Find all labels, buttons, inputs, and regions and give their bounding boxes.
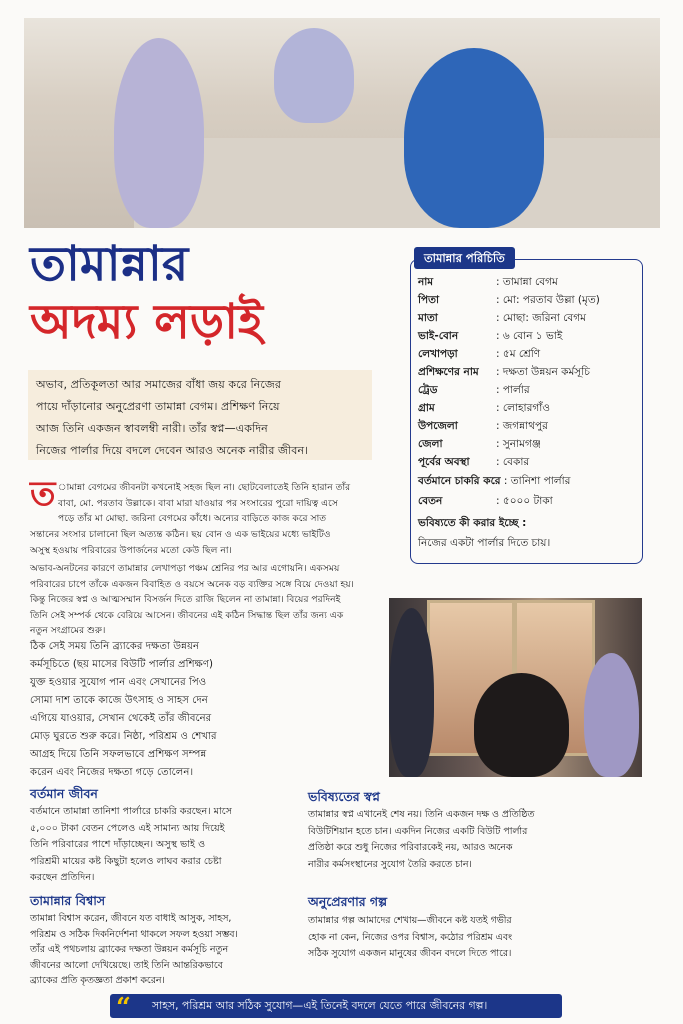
para-line: পড়ে তাঁর মা মোছা. জরিনা বেগমের কাঁধে। অন্যের বাড়িতে কাজ করে সাত — [58, 513, 327, 525]
intro-line: নিজের পার্লার দিয়ে বদলে দেবেন আরও অনেক নারীর জীবন। — [36, 444, 309, 457]
para-line: অভাব-অনটনের কারণে তামান্নার লেখাপড়া পঞ্চম শ্রেনির পর আর এগোয়নি। একসময় — [30, 563, 340, 574]
para-line: পরিবারের চাপে তাঁকে একজন বিবাহিত ও বয়সে অনেক বড় ব্যক্তির সঙ্গে বিয়ে দেওয়া হয়। — [30, 578, 354, 590]
para-line: হোক না কেন, নিজের ওপর বিশ্বাস, কঠোর পরিশ্রম এবং — [308, 931, 513, 943]
profile-future-value: নিজের একটা পার্লার দিতে চায়। — [418, 537, 551, 549]
profile-job-value: : তানিশা পার্লার — [503, 475, 571, 487]
profile-value: : লোহারগাঁও — [496, 402, 550, 414]
section-belief-body — [30, 911, 238, 989]
section-belief-title: তামান্নার বিশ্বাস — [30, 893, 106, 908]
para-line: বাবা, মো. পরতাব উল্লাকে। বাবা মারা যাওয়ার পর সংসারের পুরো দায়িত্ব এসে — [58, 497, 338, 509]
para-line: কিন্তু নিজের স্বপ্ন ও আত্মসম্মান বিসর্জন দিতে রাজি ছিলেন না তামান্না। বিয়ের পরদিনই — [30, 594, 341, 606]
profile-row — [418, 363, 590, 381]
para-line: বর্তমানে তামান্না তানিশা পার্লারে চাকরি করছেন। মাসে — [30, 806, 232, 817]
para-line: ঠিক সেই সময় তিনি ব্র্যাকের দক্ষতা উন্নয়ন — [30, 641, 200, 652]
section-future-body — [308, 807, 534, 873]
drop-cap: ত — [30, 474, 56, 514]
profile-key: প্রশিক্ষণের নাম — [418, 366, 479, 378]
para-line: ব্র্যাকের প্রতি কৃতজ্ঞতা প্রকাশ করেন। — [30, 975, 165, 986]
profile-future-label-text: ভবিষ্যতে কী করার ইচ্ছে : — [418, 517, 527, 529]
para-line: তাঁর এই পথচলায় ব্র্যাকের দক্ষতা উন্নয়ন কর্মসূচি নতুন — [30, 944, 229, 955]
para-line: তামান্নার গল্প আমাদের শেখায়—জীবনে কষ্ট যতই গভীর — [308, 915, 512, 926]
para-line: তামান্নার স্বপ্ন এখানেই শেষ নয়। তিনি একজন দক্ষ ও প্রতিষ্ঠিত — [308, 809, 535, 820]
footer-text: সাহস, পরিশ্রম আর সঠিক সুযোগ—এই তিনেই বদলে যেতে পারে জীবনের গল্প। — [152, 999, 488, 1012]
desk-shape — [134, 138, 660, 228]
para-line: সঠিক সুযোগ একজন মানুষের জীবন বদলে দিতে পারে। — [308, 948, 512, 959]
profile-key: লেখাপড়া — [418, 348, 458, 360]
para1-part-b — [30, 527, 331, 558]
intro-box — [28, 370, 372, 460]
para-line: আগ্রহ দিয়ে তিনি সফলভাবে প্রশিক্ষণ সম্পন্ন — [30, 749, 207, 760]
profile-row — [418, 327, 562, 345]
para-line: প্রতিষ্ঠা করে শুধু নিজের পরিবারকেই নয়, আরও অনেক — [308, 842, 513, 853]
intro-line: অভাব, প্রতিকূলতা আর সমাজের বাঁধা জয় করে নিজের — [36, 378, 281, 391]
profile-future-label — [418, 514, 526, 532]
para-line: জীবনের আলো দেখিয়েছে। তাই তিনি আন্তরিকভাবে — [30, 959, 223, 971]
profile-value: : পার্লার — [496, 384, 530, 396]
profile-row — [418, 435, 541, 453]
section-inspire-body — [308, 913, 512, 963]
quote-icon: “ — [116, 993, 131, 1023]
para-line: বিউটিশিয়ান হতে চান। একদিন নিজের একটি বিউটি পার্লার — [308, 825, 528, 837]
para1-part-a — [58, 480, 350, 527]
profile-value: : দক্ষতা উন্নয়ন কর্মসূচি — [496, 366, 590, 378]
profile-value: : ৬ বোন ১ ভাই — [496, 330, 563, 342]
profile-value: : ৫ম শ্রেণি — [496, 348, 541, 360]
profile-key: জেলা — [418, 438, 443, 450]
top-photo — [24, 18, 660, 228]
para-line: তামান্না বিশ্বাস করেন, জীবনে যত বাধাই আসুক, সাহস, — [30, 913, 232, 924]
section-current-title: বর্তমান জীবন — [30, 786, 98, 801]
para-line: পরিশ্রম ও সঠিক দিকনির্দেশনা থাকলে সফল হওয়া সম্ভব। — [30, 928, 238, 940]
profile-key: ট্রেড — [418, 384, 438, 396]
para-line: পরিশ্রমী মায়ের কষ্ট কিছুটা হলেও লাঘব করার চেষ্টা — [30, 855, 222, 867]
para-line: কর্মসূচিতে (ছয় মাসের বিউটি পার্লার প্রশিক্ষণ) — [30, 659, 213, 670]
para-line: তিনি সেই সম্পর্ক থেকে বেরিয়ে আসেন। জীবনের এই কঠিন সিদ্ধান্ত ছিল তাঁর জন্য এক — [30, 609, 344, 621]
profile-salary-value: : ৫০০০ টাকা — [496, 495, 553, 507]
profile-value: : মো: পরতাব উল্লা (মৃত) — [496, 294, 600, 306]
profile-row — [418, 291, 600, 309]
profile-value: : তামান্না বেগম — [496, 276, 558, 288]
profile-job-label: বর্তমানে চাকরি করে — [418, 475, 501, 487]
para-line: করেন এবং নিজের দক্ষতা গড়ে তোলেন। — [30, 767, 194, 778]
person-left — [114, 38, 204, 228]
profile-key: গ্রাম — [418, 402, 435, 414]
profile-key: নাম — [418, 276, 434, 288]
para-line: তিনি পরিবারের পাশে দাঁড়াচ্ছেন। অসুস্থ ভাই ও — [30, 839, 206, 850]
section-inspire-title: অনুপ্রেরণার গল্প — [308, 894, 388, 909]
section-current-body — [30, 804, 232, 887]
profile-value: : বেকার — [496, 456, 530, 468]
profile-job-row — [418, 472, 570, 490]
profile-value: : মোছা: জরিনা বেগম — [496, 312, 586, 324]
para-line: অসুস্থ হওয়ায় পরিবারের উপার্জনের মতো কেউ ছিল না। — [30, 544, 232, 556]
parlour-photo — [389, 598, 642, 777]
para-line: ৫,০০০ টাকা বেতন পেলেও এই সামান্য আয় দিয়েই — [30, 822, 225, 834]
para-line: সোমা দাশ তাকে কাজে উৎসাহ ও সাহস দেন — [30, 695, 208, 706]
person-right — [404, 48, 544, 228]
para-line: এগিয়ে যাওয়ার, সেখান থেকেই তাঁর জীবনের — [30, 713, 212, 724]
para-line: নতুন সংগ্রামের শুরু। — [30, 625, 106, 637]
person-back — [474, 673, 569, 777]
para-line: সন্তানের সংসার চালানো ছিল অত্যন্ত কঠিন। ছয় বোন ও এক ভাইয়ের মধ্যে ভাইটিও — [30, 529, 331, 540]
person-middle — [274, 28, 354, 123]
profile-heading: তামান্নার পরিচিতি — [414, 247, 515, 269]
intro-line: পায়ে দাঁড়ানোর অনুপ্রেরণা তামান্না বেগম। প্রশিক্ষণ নিয়ে — [36, 400, 280, 413]
person-left — [389, 608, 434, 777]
intro-line: আজ তিনি একজন স্বাবলম্বী নারী। তাঁর স্বপ্ন—একদিন — [36, 422, 268, 435]
para2 — [30, 561, 354, 639]
title-line-2: অদম্য লড়াই — [30, 294, 263, 350]
profile-value: : জগন্নাথপুর — [496, 420, 548, 432]
profile-row — [418, 273, 558, 291]
para-line: করছেন প্রতিদিন। — [30, 872, 95, 883]
profile-salary-row — [418, 492, 553, 510]
para3 — [30, 638, 217, 782]
profile-row — [418, 381, 530, 399]
section-future-title: ভবিষ্যতের স্বপ্ন — [308, 789, 380, 804]
para-line: নারীর কর্মসংস্থানের সুযোগ তৈরি করতে চান। — [308, 858, 472, 870]
profile-salary-label: বেতন — [418, 495, 443, 507]
para-line: মোড় ঘুরতে শুরু করে। নিষ্ঠা, পরিশ্রম ও শেখার — [30, 731, 217, 742]
para-line: যুক্ত হওয়ার সুযোগ পান এবং সেখানের পিও — [30, 677, 207, 688]
profile-key: উপজেলা — [418, 420, 458, 432]
profile-key: ভাই-বোন — [418, 330, 459, 342]
profile-row — [418, 453, 529, 471]
profile-key: পিতা — [418, 294, 440, 306]
profile-row — [418, 309, 586, 327]
profile-row — [418, 417, 548, 435]
title-line-1: তামান্নার — [30, 236, 189, 292]
profile-key: পূর্বের অবস্থা — [418, 456, 470, 468]
para-line: ামান্না বেগমের জীবনটা কখনোই সহজ ছিল না। ছোটবেলাতেই তিনি হারান তাঁর — [58, 482, 351, 493]
profile-value: : সুনামগঞ্জ — [496, 438, 541, 450]
profile-row — [418, 345, 540, 363]
profile-row — [418, 399, 550, 417]
profile-key: মাতা — [418, 312, 438, 324]
person-right — [584, 653, 639, 777]
